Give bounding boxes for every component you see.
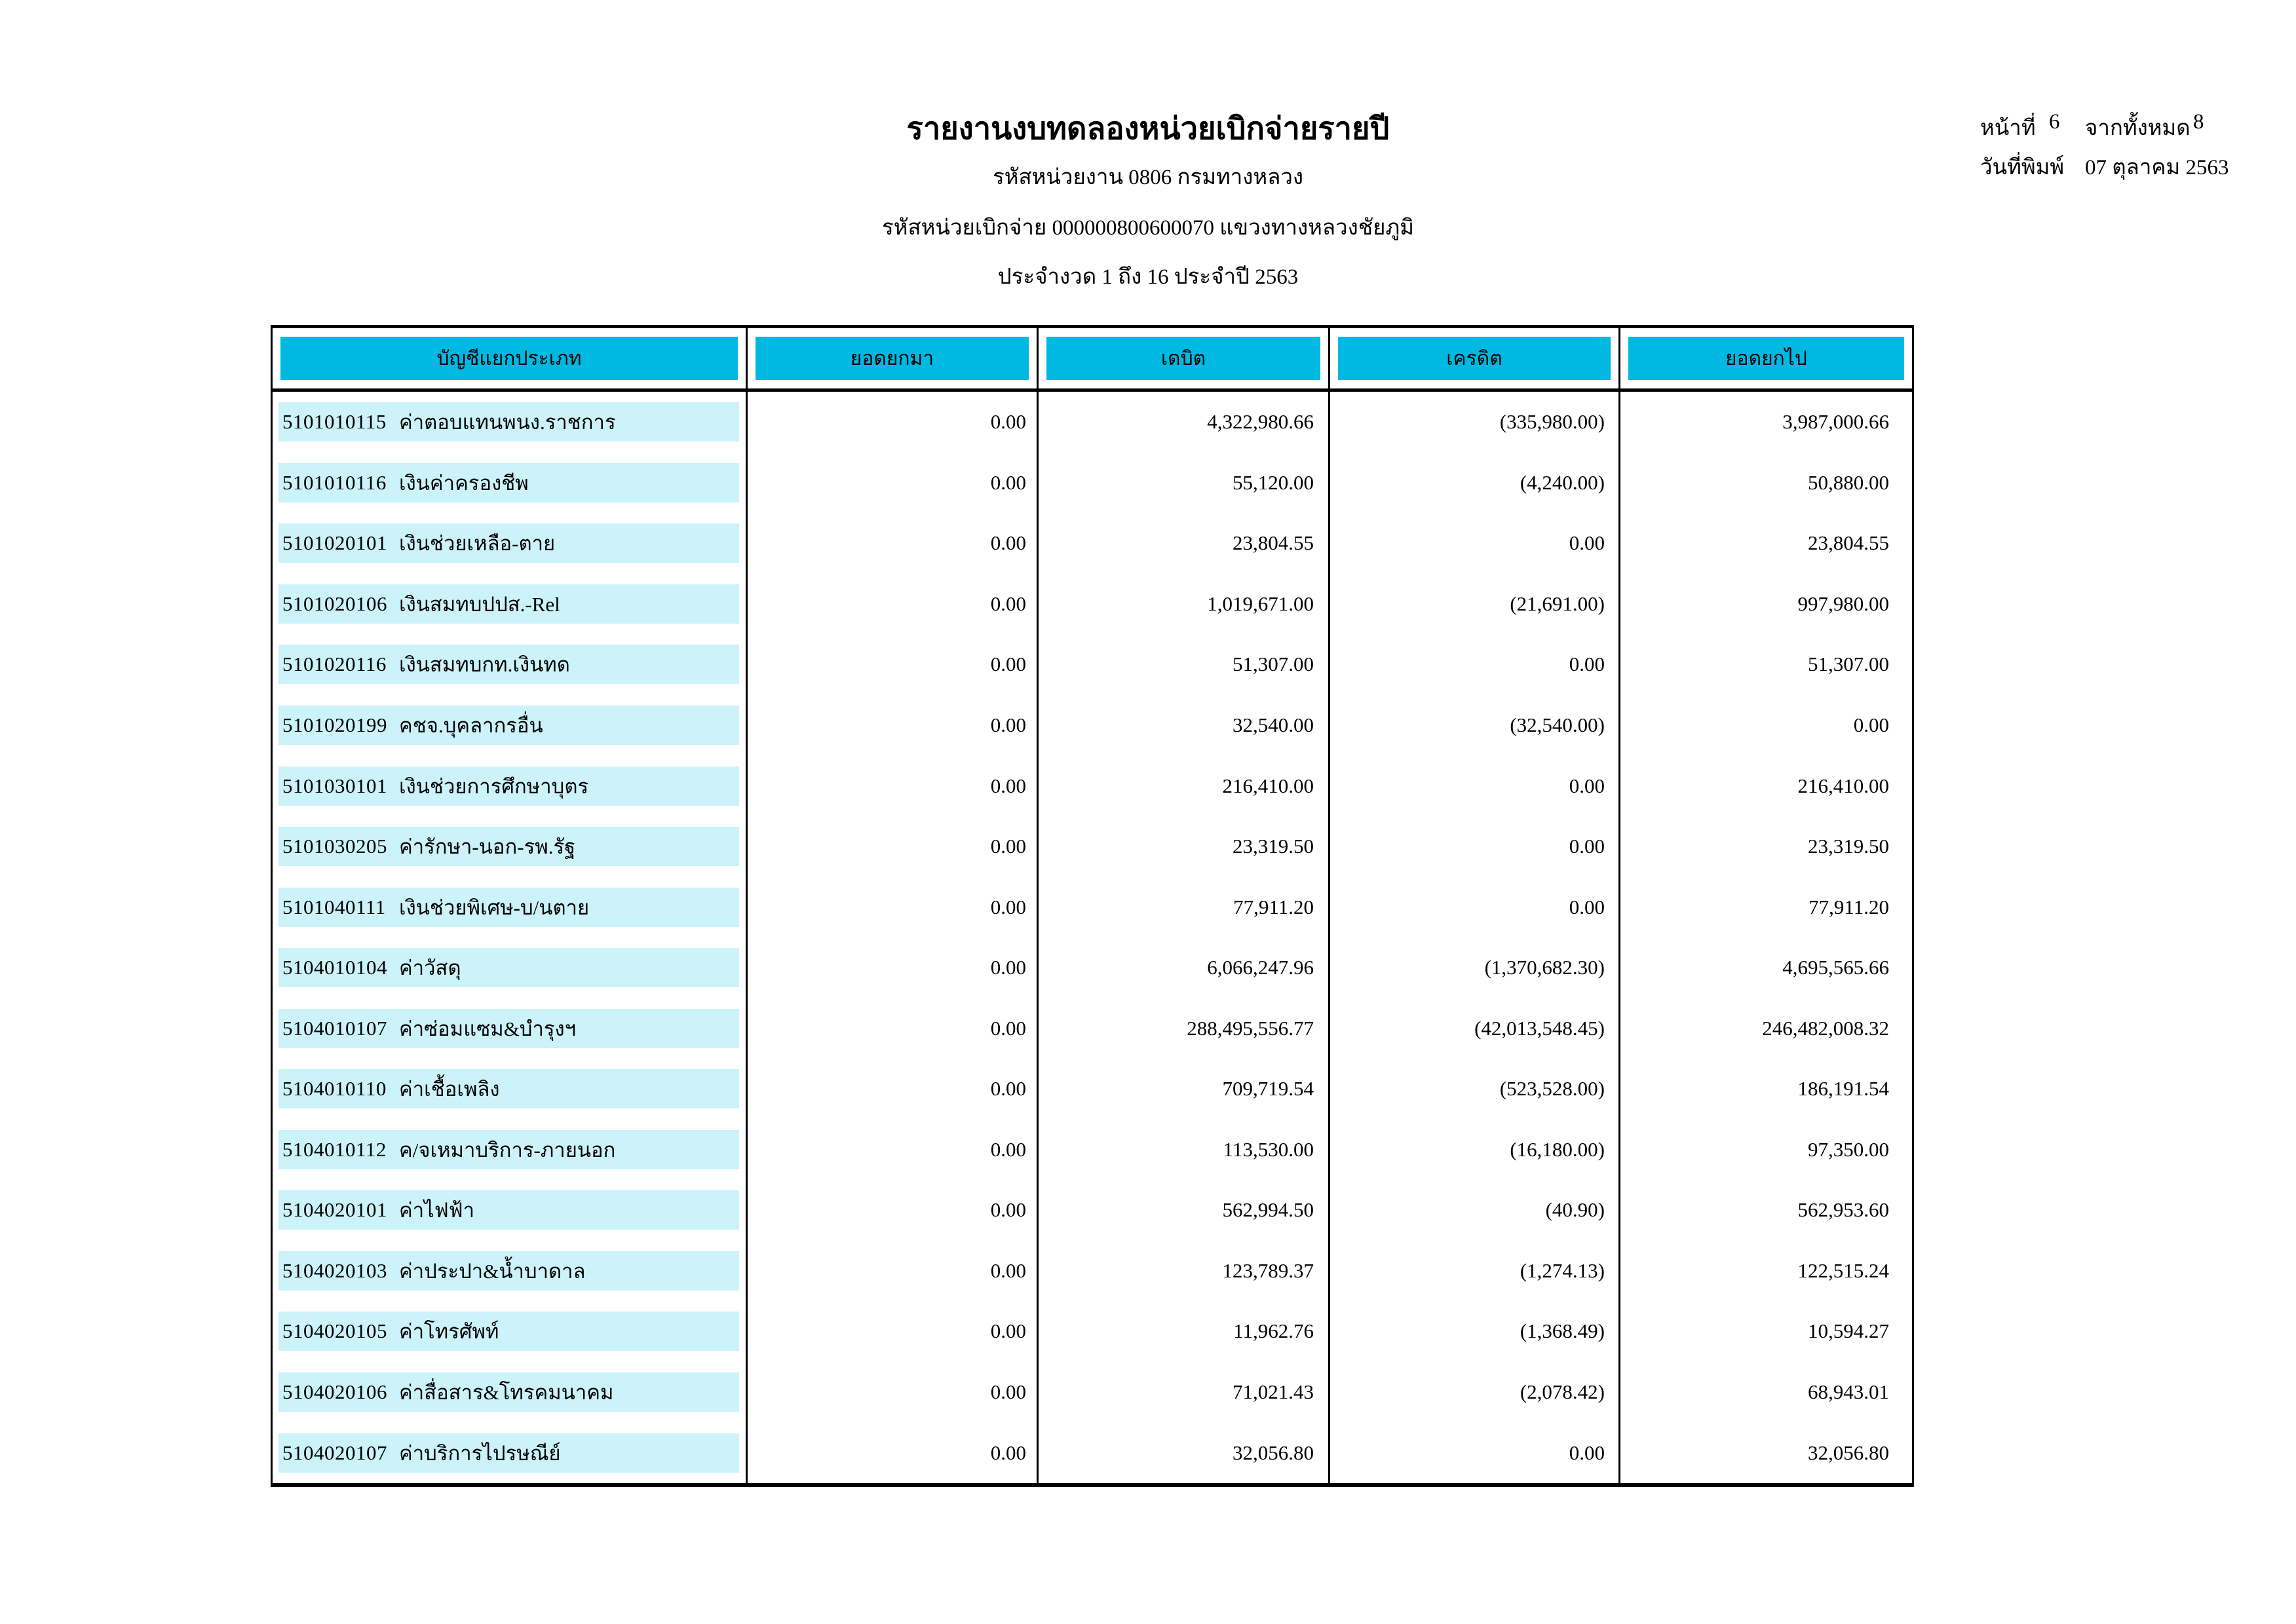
credit-amount: 0.00: [1328, 634, 1618, 695]
table-header-row: [273, 328, 1912, 392]
account-highlight-band: [278, 1312, 739, 1351]
account-name: เงินค่าครองชีพ: [399, 471, 529, 495]
header-cell-credit: [1328, 328, 1618, 388]
debit-amount: 1,019,671.00: [1037, 574, 1328, 635]
account-code: 5101020106: [282, 592, 387, 615]
account-code: 5104020106: [282, 1380, 387, 1404]
header-cell-carry-forward: [746, 328, 1037, 388]
table-body: [273, 392, 1912, 1483]
balance-amount: 77,911.20: [1618, 877, 1912, 937]
account-highlight-band: [278, 1433, 739, 1473]
header-label-debit: เดบิต: [1046, 337, 1320, 380]
credit-amount: (2,078.42): [1328, 1362, 1618, 1423]
balance-amount: 3,987,000.66: [1618, 392, 1912, 453]
table-row: [273, 998, 1912, 1059]
debit-amount: 113,530.00: [1037, 1120, 1328, 1180]
carry-forward-amount: 0.00: [746, 1241, 1037, 1302]
balance-amount: 246,482,008.32: [1618, 998, 1912, 1059]
account-name: เงินสมทบปปส.-Rel: [399, 592, 560, 616]
account-name: ค่าโทรศัพท์: [399, 1320, 499, 1344]
table-row: [273, 392, 1912, 453]
carry-forward-amount: 0.00: [746, 1362, 1037, 1423]
page-number-label: หน้าที่: [1980, 117, 2036, 140]
debit-amount: 51,307.00: [1037, 634, 1328, 695]
account-cell: [273, 392, 746, 453]
table-row: [273, 1059, 1912, 1120]
debit-amount: 709,719.54: [1037, 1059, 1328, 1120]
table-row: [273, 937, 1912, 998]
credit-amount: (1,274.13): [1328, 1241, 1618, 1302]
account-cell: [273, 1180, 746, 1241]
debit-amount: 23,319.50: [1037, 816, 1328, 877]
account-name: ค/จเหมาบริการ-ภายนอก: [399, 1138, 616, 1161]
debit-amount: 4,322,980.66: [1037, 392, 1328, 453]
table-row: [273, 513, 1912, 574]
account-code: 5104010107: [282, 1016, 387, 1040]
balance-amount: 997,980.00: [1618, 574, 1912, 635]
account-cell: [273, 695, 746, 756]
balance-amount: 51,307.00: [1618, 634, 1912, 695]
table-row: [273, 755, 1912, 816]
account-name: ค่าตอบแทนพนง.ราชการ: [399, 411, 616, 434]
account-cell: [273, 937, 746, 998]
table-row: [273, 574, 1912, 635]
carry-forward-amount: 0.00: [746, 816, 1037, 877]
balance-amount: 97,350.00: [1618, 1120, 1912, 1180]
account-code: 5104010110: [282, 1077, 387, 1101]
table-row: [273, 453, 1912, 514]
header-cell-account: [273, 328, 746, 388]
credit-amount: (523,528.00): [1328, 1059, 1618, 1120]
credit-amount: (21,691.00): [1328, 574, 1618, 635]
agency-code-line: รหัสหน่วยงาน 0806 กรมทางหลวง: [993, 166, 1303, 189]
account-cell: [273, 574, 746, 635]
header-label-credit: เครดิต: [1338, 337, 1611, 380]
credit-amount: (1,370,682.30): [1328, 937, 1618, 998]
account-cell: [273, 1059, 746, 1120]
account-name: ค่าสื่อสาร&โทรคมนาคม: [399, 1381, 614, 1405]
report-title: รายงานงบทดลองหน่วยเบิกจ่ายรายปี: [906, 112, 1390, 146]
carry-forward-amount: 0.00: [746, 877, 1037, 937]
account-highlight-band: [278, 948, 739, 987]
table-row: [273, 1180, 1912, 1241]
balance-amount: 186,191.54: [1618, 1059, 1912, 1120]
balance-amount: 4,695,565.66: [1618, 937, 1912, 998]
table-row: [273, 1422, 1912, 1483]
table-row: [273, 634, 1912, 695]
debit-amount: 32,056.80: [1037, 1422, 1328, 1483]
balance-amount: 50,880.00: [1618, 453, 1912, 514]
debit-amount: 77,911.20: [1037, 877, 1328, 937]
header-cell-debit: [1037, 328, 1328, 388]
credit-amount: (1,368.49): [1328, 1301, 1618, 1362]
balance-amount: 0.00: [1618, 695, 1912, 756]
debit-amount: 216,410.00: [1037, 755, 1328, 816]
account-highlight-band: [278, 1372, 739, 1412]
account-highlight-band: [278, 827, 739, 866]
table-row: [273, 1120, 1912, 1180]
carry-forward-amount: 0.00: [746, 1180, 1037, 1241]
account-code: 5104020101: [282, 1198, 387, 1222]
debit-amount: 71,021.43: [1037, 1362, 1328, 1423]
account-name: เงินช่วยพิเศษ-บ/นตาย: [399, 896, 590, 919]
account-highlight-band: [278, 645, 739, 684]
credit-amount: (40.90): [1328, 1180, 1618, 1241]
account-cell: [273, 1362, 746, 1423]
credit-amount: 0.00: [1328, 816, 1618, 877]
debit-amount: 562,994.50: [1037, 1180, 1328, 1241]
account-name: ค่ารักษา-นอก-รพ.รัฐ: [399, 835, 576, 859]
credit-amount: (335,980.00): [1328, 392, 1618, 453]
account-name: ค่าวัสดุ: [399, 956, 461, 980]
debit-amount: 288,495,556.77: [1037, 998, 1328, 1059]
account-highlight-band: [278, 706, 739, 745]
account-cell: [273, 1301, 746, 1362]
account-code: 5101030205: [282, 835, 387, 858]
debit-amount: 55,120.00: [1037, 453, 1328, 514]
header-label-carry-forward: ยอดยกมา: [756, 337, 1029, 380]
account-code: 5104010104: [282, 956, 387, 979]
credit-amount: (4,240.00): [1328, 453, 1618, 514]
account-cell: [273, 453, 746, 514]
carry-forward-amount: 0.00: [746, 634, 1037, 695]
header-label-balance: ยอดยกไป: [1628, 337, 1904, 380]
carry-forward-amount: 0.00: [746, 453, 1037, 514]
debit-amount: 6,066,247.96: [1037, 937, 1328, 998]
account-name: ค่าซ่อมแซม&บำรุงฯ: [399, 1017, 577, 1040]
table-row: [273, 695, 1912, 756]
account-name: ค่าเชื้อเพลิง: [399, 1078, 500, 1101]
account-cell: [273, 1120, 746, 1180]
account-code: 5101010115: [282, 410, 387, 434]
disburse-unit-line: รหัสหน่วยเบิกจ่าย 000000800600070 แขวงทางหลวงชัยภูมิ: [882, 216, 1414, 240]
account-code: 5104020105: [282, 1319, 387, 1343]
account-highlight-band: [278, 402, 739, 442]
account-highlight-band: [278, 888, 739, 927]
print-date-label: วันที่พิมพ์: [1980, 156, 2065, 179]
header-label-account: บัญชีแยกประเภท: [280, 337, 738, 380]
account-cell: [273, 513, 746, 574]
account-code: 5101030101: [282, 774, 387, 797]
account-name: ค่าประปา&น้ำบาดาล: [399, 1259, 586, 1283]
carry-forward-amount: 0.00: [746, 513, 1037, 574]
account-highlight-band: [278, 1251, 739, 1291]
balance-amount: 32,056.80: [1618, 1422, 1912, 1483]
credit-amount: (32,540.00): [1328, 695, 1618, 756]
balance-amount: 562,953.60: [1618, 1180, 1912, 1241]
carry-forward-amount: 0.00: [746, 1301, 1037, 1362]
account-code: 5101020199: [282, 713, 387, 736]
trial-balance-table: [271, 325, 1914, 1487]
account-code: 5101020101: [282, 531, 387, 555]
account-cell: [273, 877, 746, 937]
account-name: เงินช่วยการศึกษาบุตร: [399, 774, 589, 798]
carry-forward-amount: 0.00: [746, 1120, 1037, 1180]
account-name: คชจ.บุคลากรอื่น: [399, 714, 543, 737]
table-row: [273, 1241, 1912, 1302]
table-row: [273, 877, 1912, 937]
credit-amount: (42,013,548.45): [1328, 998, 1618, 1059]
debit-amount: 123,789.37: [1037, 1241, 1328, 1302]
account-highlight-band: [278, 1069, 739, 1108]
account-cell: [273, 998, 746, 1059]
account-highlight-band: [278, 463, 739, 502]
carry-forward-amount: 0.00: [746, 1059, 1037, 1120]
debit-amount: 23,804.55: [1037, 513, 1328, 574]
balance-amount: 23,319.50: [1618, 816, 1912, 877]
table-row: [273, 1362, 1912, 1423]
debit-amount: 32,540.00: [1037, 695, 1328, 756]
debit-amount: 11,962.76: [1037, 1301, 1328, 1362]
account-name: เงินสมทบกท.เงินทด: [399, 653, 570, 677]
carry-forward-amount: 0.00: [746, 937, 1037, 998]
account-cell: [273, 816, 746, 877]
account-highlight-band: [278, 766, 739, 806]
account-code: 5104020103: [282, 1258, 387, 1282]
account-code: 5101020116: [282, 652, 387, 676]
account-cell: [273, 634, 746, 695]
carry-forward-amount: 0.00: [746, 574, 1037, 635]
carry-forward-amount: 0.00: [746, 392, 1037, 453]
period-line: ประจำงวด 1 ถึง 16 ประจำปี 2563: [997, 265, 1299, 289]
account-cell: [273, 1241, 746, 1302]
carry-forward-amount: 0.00: [746, 755, 1037, 816]
balance-amount: 10,594.27: [1618, 1301, 1912, 1362]
table-row: [273, 1301, 1912, 1362]
balance-amount: 122,515.24: [1618, 1241, 1912, 1302]
account-cell: [273, 1422, 746, 1483]
account-code: 5101010116: [282, 470, 387, 494]
account-name: ค่าไฟฟ้า: [399, 1199, 475, 1222]
credit-amount: 0.00: [1328, 1422, 1618, 1483]
account-code: 5104010112: [282, 1137, 387, 1161]
account-code: 5101040111: [282, 895, 386, 918]
table-row: [273, 816, 1912, 877]
carry-forward-amount: 0.00: [746, 998, 1037, 1059]
page-number-value: 6: [2049, 110, 2060, 134]
page-total-label: จากทั้งหมด: [2085, 117, 2191, 140]
header-cell-balance: [1618, 328, 1912, 388]
credit-amount: 0.00: [1328, 877, 1618, 937]
account-name: ค่าบริการไปรษณีย์: [399, 1441, 561, 1465]
account-highlight-band: [278, 523, 739, 563]
carry-forward-amount: 0.00: [746, 695, 1037, 756]
account-name: เงินช่วยเหลือ-ตาย: [399, 532, 556, 556]
print-date-value: 07 ตุลาคม 2563: [2085, 156, 2229, 179]
page-total-value: 8: [2193, 110, 2204, 134]
balance-amount: 216,410.00: [1618, 755, 1912, 816]
account-highlight-band: [278, 584, 739, 624]
credit-amount: (16,180.00): [1328, 1120, 1618, 1180]
account-highlight-band: [278, 1130, 739, 1169]
account-highlight-band: [278, 1009, 739, 1048]
credit-amount: 0.00: [1328, 755, 1618, 816]
credit-amount: 0.00: [1328, 513, 1618, 574]
balance-amount: 68,943.01: [1618, 1362, 1912, 1423]
account-code: 5104020107: [282, 1441, 387, 1464]
account-highlight-band: [278, 1190, 739, 1230]
carry-forward-amount: 0.00: [746, 1422, 1037, 1483]
balance-amount: 23,804.55: [1618, 513, 1912, 574]
account-cell: [273, 755, 746, 816]
